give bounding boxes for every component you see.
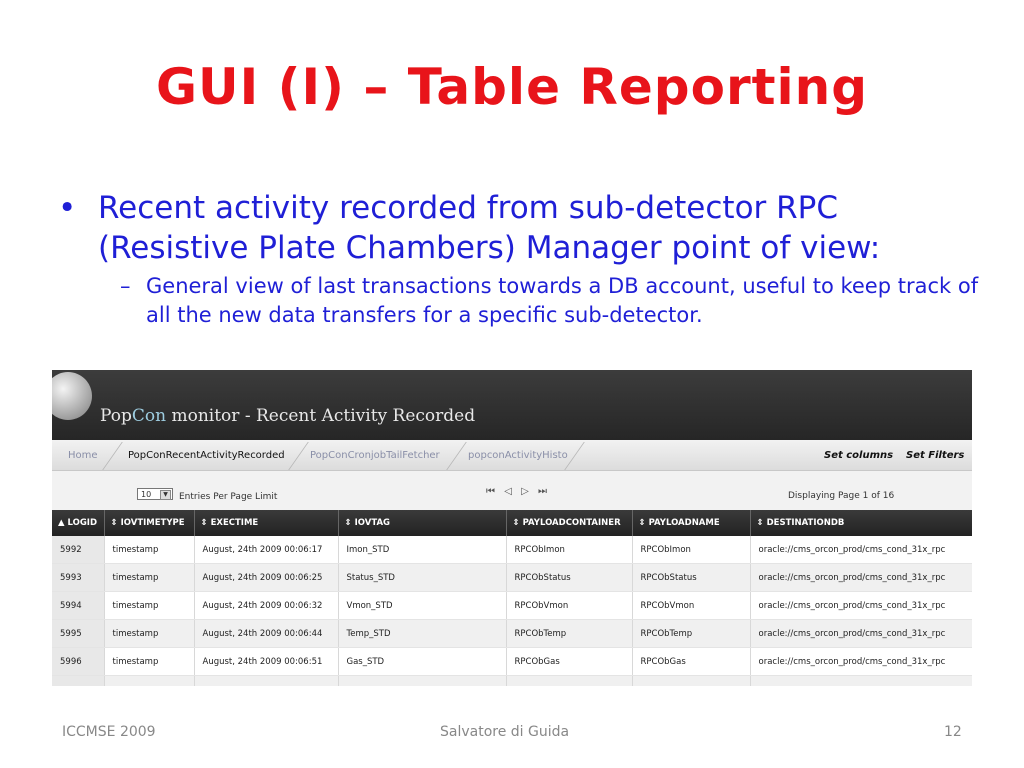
cell-destinationdb: oracle://cms_orcon_prod/cms_cond_31x_rpc xyxy=(750,648,972,676)
cell-iovtag: Imon_STD xyxy=(338,536,506,564)
sub-bullet-item xyxy=(58,272,988,330)
app-title xyxy=(100,406,475,426)
cell-logid: 5992 xyxy=(52,536,104,564)
table-row[interactable] xyxy=(52,592,972,620)
cell-logid: 5996 xyxy=(52,648,104,676)
table-row-partial xyxy=(52,676,972,687)
cell-empty xyxy=(632,676,750,687)
next-page-icon[interactable]: ▷ xyxy=(521,486,532,497)
breadcrumb-separator xyxy=(102,442,123,470)
footer-conference: ICCMSE 2009 xyxy=(62,724,156,740)
cell-payloadcontainer: RPCObImon xyxy=(506,536,632,564)
set-columns-link[interactable]: Set columns xyxy=(824,450,894,461)
cell-logid: 5994 xyxy=(52,592,104,620)
breadcrumb-cronjob-tail[interactable]: PopConCronjobTailFetcher xyxy=(310,450,440,461)
column-header-payloadcontainer[interactable]: ⇕ PAYLOADCONTAINER xyxy=(506,510,632,536)
cell-iovtag: Status_STD xyxy=(338,564,506,592)
breadcrumb xyxy=(52,440,972,471)
footer-author: Salvatore di Guida xyxy=(440,724,570,740)
app-header xyxy=(52,370,972,440)
cell-iovtag: Gas_STD xyxy=(338,648,506,676)
cell-payloadname: RPCObGas xyxy=(632,648,750,676)
first-page-icon[interactable]: ⏮ xyxy=(486,486,498,497)
activity-table xyxy=(52,510,972,686)
cell-iovtimetype: timestamp xyxy=(104,564,194,592)
cell-destinationdb: oracle://cms_orcon_prod/cms_cond_31x_rpc xyxy=(750,592,972,620)
column-header-iovtimetype[interactable]: ⇕ IOVTIMETYPE xyxy=(104,510,194,536)
cell-empty xyxy=(104,676,194,687)
sub-bullet-text: General view of last transactions towards a DB account, useful to keep track of all the new data transfers for a specific sub-detector. xyxy=(146,274,979,327)
column-header-destinationdb[interactable]: ⇕ DESTINATIONDB xyxy=(750,510,972,536)
app-title-pop: Pop xyxy=(100,406,132,426)
column-header-logid[interactable]: ▲ LOGID xyxy=(52,510,104,536)
entries-per-page-label: Entries Per Page Limit xyxy=(179,492,278,502)
last-page-icon[interactable]: ⏭ xyxy=(537,486,550,497)
table-row[interactable] xyxy=(52,648,972,676)
cell-exectime: August, 24th 2009 00:06:51 xyxy=(194,648,338,676)
chevron-down-icon[interactable]: ▼ xyxy=(160,490,171,500)
pager xyxy=(486,486,550,497)
breadcrumb-separator xyxy=(288,442,309,470)
cell-iovtag: Temp_STD xyxy=(338,620,506,648)
cell-destinationdb: oracle://cms_orcon_prod/cms_cond_31x_rpc xyxy=(750,564,972,592)
footer-page-number: 12 xyxy=(944,724,962,740)
bullet-marker: • xyxy=(58,190,77,226)
breadcrumb-home[interactable]: Home xyxy=(68,450,98,461)
bullet-text: Recent activity recorded from sub-detector RPC (Resistive Plate Chambers) Manager point of view: xyxy=(98,190,881,266)
bullet-item xyxy=(58,188,988,268)
cell-payloadcontainer: RPCObGas xyxy=(506,648,632,676)
cell-empty xyxy=(194,676,338,687)
cell-logid xyxy=(52,676,104,687)
cell-payloadname: RPCObImon xyxy=(632,536,750,564)
table-row[interactable] xyxy=(52,536,972,564)
breadcrumb-recent-activity[interactable]: PopConRecentActivityRecorded xyxy=(128,450,285,461)
slide-title: GUI (I) – Table Reporting xyxy=(155,58,869,116)
cell-payloadcontainer: RPCObStatus xyxy=(506,564,632,592)
cell-payloadcontainer: RPCObVmon xyxy=(506,592,632,620)
cell-iovtimetype: timestamp xyxy=(104,648,194,676)
cell-payloadname: RPCObStatus xyxy=(632,564,750,592)
logo-orb-icon xyxy=(52,372,92,420)
entries-per-page-select[interactable] xyxy=(137,488,173,500)
cell-exectime: August, 24th 2009 00:06:17 xyxy=(194,536,338,564)
breadcrumb-separator xyxy=(446,442,467,470)
app-title-rest: monitor - Recent Activity Recorded xyxy=(166,406,476,426)
cell-destinationdb: oracle://cms_orcon_prod/cms_cond_31x_rpc xyxy=(750,536,972,564)
table-row[interactable] xyxy=(52,564,972,592)
cell-payloadcontainer: RPCObTemp xyxy=(506,620,632,648)
sub-bullet-marker: – xyxy=(120,274,131,298)
cell-iovtimetype: timestamp xyxy=(104,536,194,564)
column-header-payloadname[interactable]: ⇕ PAYLOADNAME xyxy=(632,510,750,536)
breadcrumb-activity-histo[interactable]: popconActivityHisto xyxy=(468,450,568,461)
cell-iovtimetype: timestamp xyxy=(104,592,194,620)
cell-payloadname: RPCObVmon xyxy=(632,592,750,620)
table-header-row xyxy=(52,510,972,536)
cell-iovtag: Vmon_STD xyxy=(338,592,506,620)
entries-per-page-value: 10 xyxy=(141,490,152,499)
cell-empty xyxy=(338,676,506,687)
cell-empty xyxy=(506,676,632,687)
cell-logid: 5993 xyxy=(52,564,104,592)
cell-exectime: August, 24th 2009 00:06:32 xyxy=(194,592,338,620)
cell-iovtimetype: timestamp xyxy=(104,620,194,648)
bullet-list xyxy=(58,188,988,330)
column-header-iovtag[interactable]: ⇕ IOVTAG xyxy=(338,510,506,536)
cell-exectime: August, 24th 2009 00:06:44 xyxy=(194,620,338,648)
cell-payloadname: RPCObTemp xyxy=(632,620,750,648)
set-filters-link[interactable]: Set Filters xyxy=(906,450,965,461)
table-row[interactable] xyxy=(52,620,972,648)
page-status: Displaying Page 1 of 16 xyxy=(788,491,895,501)
prev-page-icon[interactable]: ◁ xyxy=(504,486,515,497)
column-header-exectime[interactable]: ⇕ EXECTIME xyxy=(194,510,338,536)
app-window xyxy=(52,370,972,686)
cell-logid: 5995 xyxy=(52,620,104,648)
cell-empty xyxy=(750,676,972,687)
table-toolbar xyxy=(52,471,972,511)
app-title-con: Con xyxy=(131,406,167,426)
cell-destinationdb: oracle://cms_orcon_prod/cms_cond_31x_rpc xyxy=(750,620,972,648)
cell-exectime: August, 24th 2009 00:06:25 xyxy=(194,564,338,592)
